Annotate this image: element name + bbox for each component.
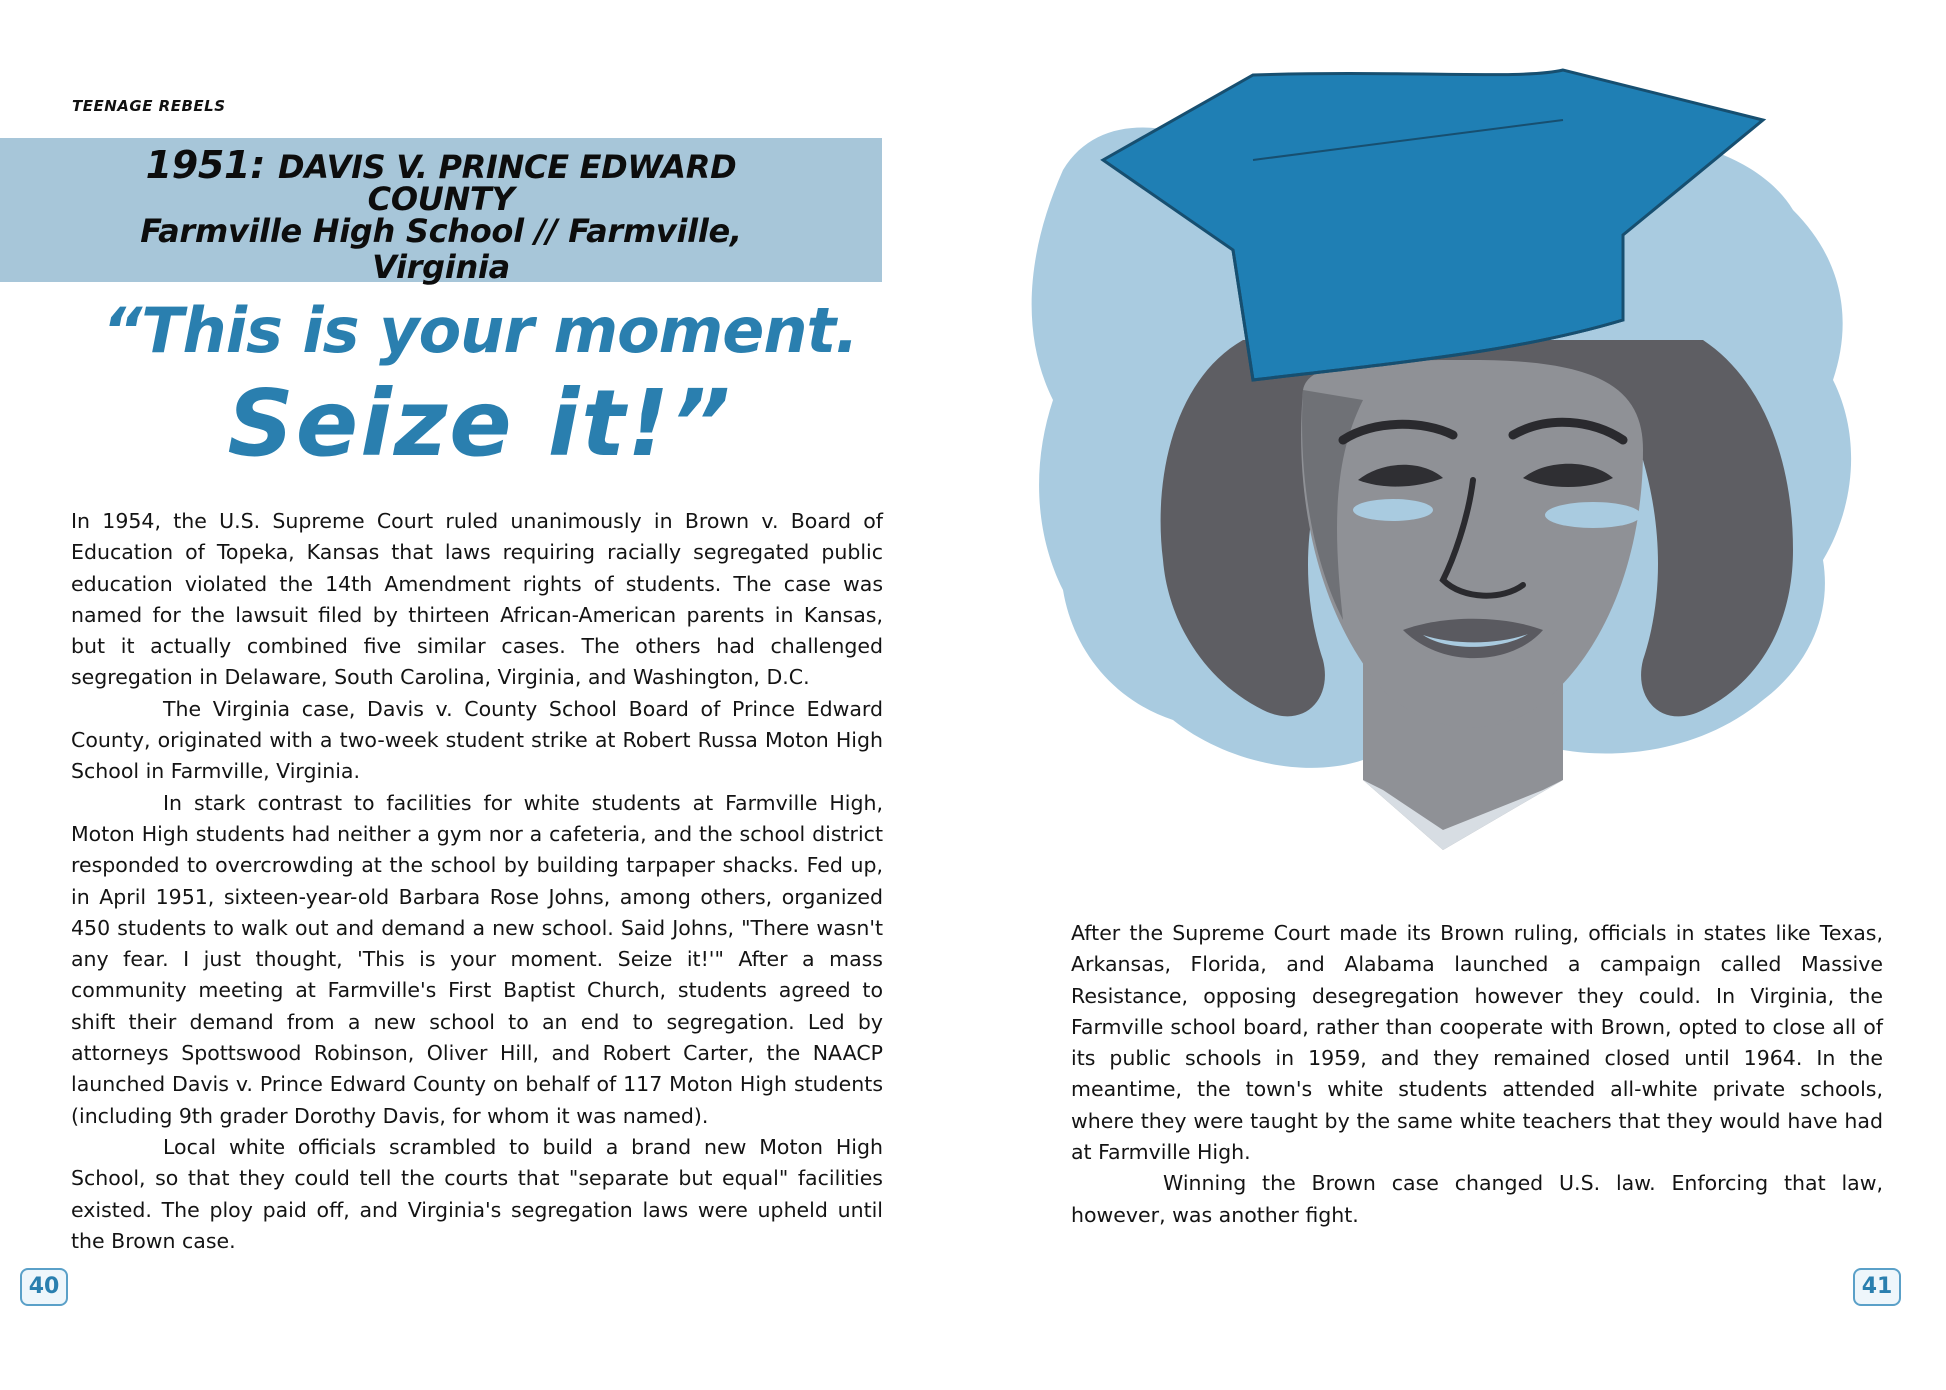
title-school-line-1: Farmville High School // Farmville, [140,212,742,250]
left-cheek-highlight [1353,499,1433,521]
body-paragraph: In 1954, the U.S. Supreme Court ruled unanimously in Brown v. Board of Education of Topeka, Kansas that laws requiring racially segregated public education violated the 14th Amendment rights of students. The case was named for the lawsuit filed by thirteen African-American parents in Kansas, but it actually combined five similar cases. The others had challenged segregation in Delaware, South Carolina, Virginia, and Washington, D.C. [71,509,883,690]
body-paragraph: Local white officials scrambled to build a brand new Moton High School, so that they could tell the courts that "separate but equal" facilities existed. The ploy paid off, and Virginia's segregation laws were upheld until the Brown case. [71,1134,883,1253]
title-case-line-1 [0,143,882,187]
title-case-line-2: COUNTY [367,180,515,218]
title-year: 1951: [145,143,266,187]
portrait-illustration [1003,60,1883,880]
page-number-right: 41 [1853,1268,1901,1306]
left-body-text [71,506,883,1257]
title-school-line-2: Virginia [372,248,510,286]
body-paragraph: The Virginia case, Davis v. County School Board of Prince Edward County, originated with a two-week student strike at Robert Russa Moton High School in Farmville, Virginia. [71,696,883,784]
right-cheek-highlight [1545,502,1641,528]
running-head: TEENAGE REBELS [72,97,226,115]
right-page [973,0,1946,1390]
body-paragraph: After the Supreme Court made its Brown ruling, officials in states like Texas, Arkansas, Florida, and Alabama launched a campaign called Massive Resistance, opposing desegregation however they could. In Virginia, the Farmville school board, rather than cooperate with Brown, opted to close all of its public schools in 1959, and they remained closed until 1964. In the meantime, the town's white students attended all-white private schools, where they were taught by the same white teachers that they would have had at Farmville High. [1071,921,1883,1165]
right-body-text [1071,918,1883,1231]
title-case-part-1: DAVIS V. PRINCE EDWARD [278,148,737,186]
page-number-left: 40 [20,1268,68,1306]
pull-quote-line-1: “This is your moment. [102,294,858,367]
body-paragraph: Winning the Brown case changed U.S. law. Enforcing that law, however, was another fight. [1071,1171,1883,1227]
pull-quote-line-2: Seize it!” [227,370,733,477]
body-paragraph: In stark contrast to facilities for white students at Farmville High, Moton High students had neither a gym nor a cafeteria, and the school district responded to overcrowding at the school by building tarpaper shacks. Fed up, in April 1951, sixteen-year-old Barbara Rose Johns, among others, organized 450 students to walk out and demand a new school. Said Johns, "There wasn't any fear. I just thought, 'This is your moment. Seize it!'" After a mass community meeting at Farmville's First Baptist Church, students agreed to shift their demand from a new school to an end to segregation. Led by attorneys Spottswood Robinson, Oliver Hill, and Robert Carter, the NAACP launched Davis v. Prince Edward County on behalf of 117 Moton High students (including 9th grader Dorothy Davis, for whom it was named). [71,790,883,1128]
